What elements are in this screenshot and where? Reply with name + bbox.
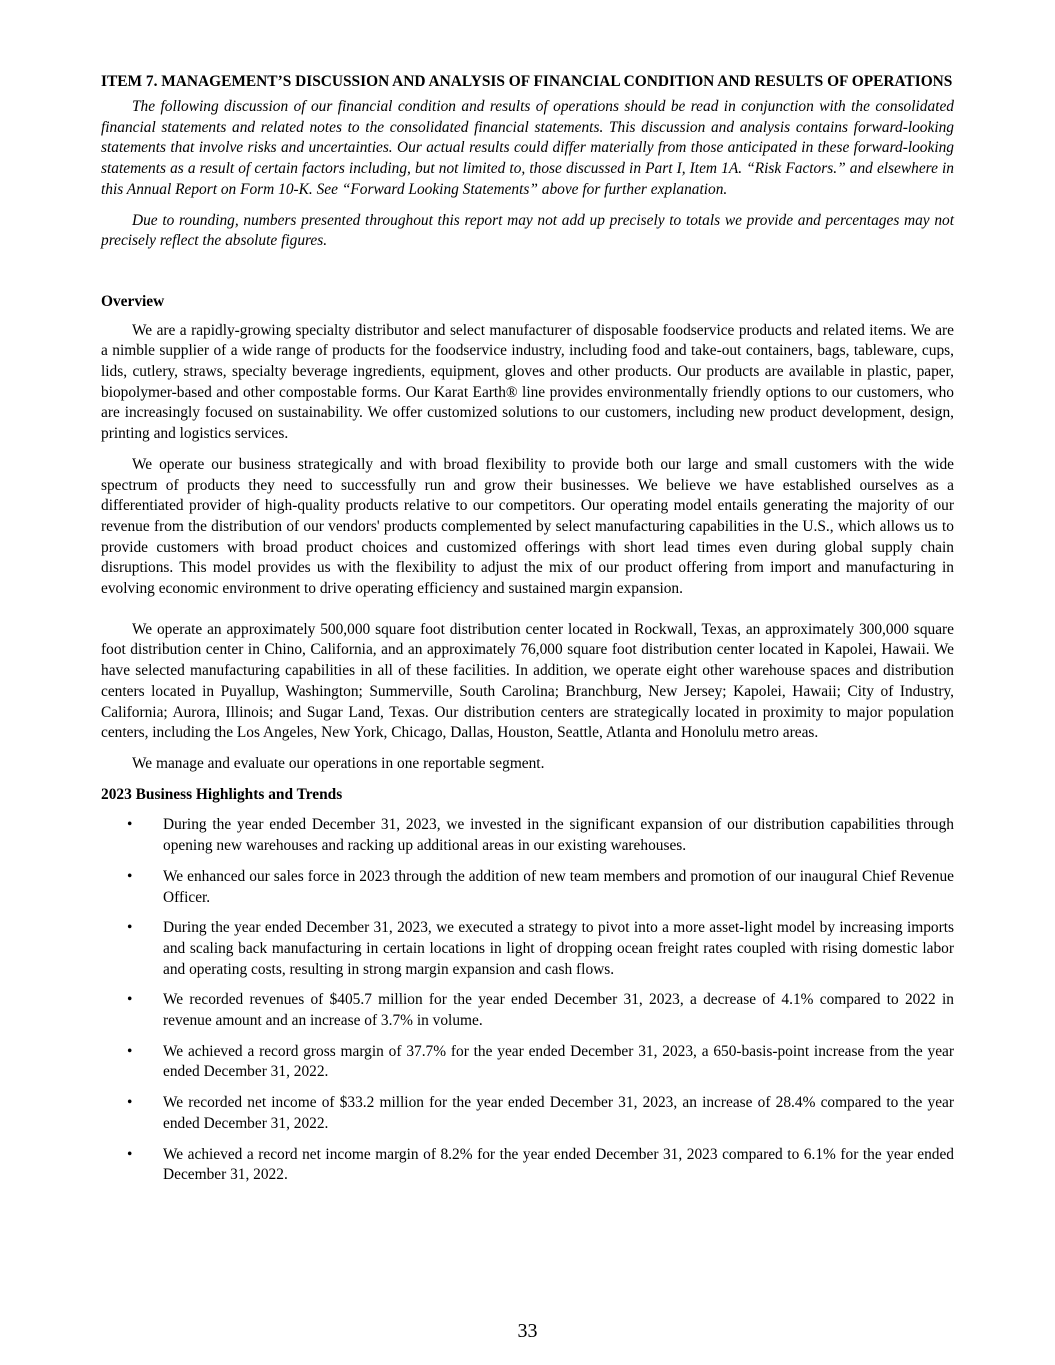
overview-paragraph: We operate our business strategically and with broad flexibility to provide both our large and small customers with the wide spectrum of products they need to successfully run and grow their businesses. We believe we have established ourselves as a differentiated provider of high-quality products relative to our competitors. Our operating model entails generating the majority of our revenue from the distribution of our vendors' products complemented by select manufacturing capabilities in the U.S., which allows us to provide customers with broad product choices and customized offerings with short lead times even during global supply chain disruptions. This model provides us with the flexibility to adjust the mix of our product offering from import and manufacturing in evolving economic environment to drive operating efficiency and sustained margin expansion.: [101, 455, 954, 598]
bullet-icon: •: [127, 867, 133, 885]
bullet-icon: •: [127, 919, 133, 937]
bullet-icon: •: [127, 1094, 133, 1112]
bullet-icon: •: [127, 1042, 133, 1060]
highlight-text: We enhanced our sales force in 2023 through the addition of new team members and promotion of our inaugural Chief Revenue Officer.: [163, 867, 954, 906]
highlight-item: [101, 867, 954, 908]
bullet-icon: •: [127, 1145, 133, 1163]
segment-paragraph: We manage and evaluate our operations in one reportable segment.: [132, 754, 545, 772]
highlight-item: [101, 918, 954, 980]
highlight-item: [101, 1042, 954, 1083]
bullet-icon: •: [127, 991, 133, 1009]
highlight-text: We recorded net income of $33.2 million for the year ended December 31, 2023, an increase of 28.4% compared to the year ended December 31, 2022.: [163, 1094, 954, 1132]
highlight-item: [101, 1093, 954, 1134]
intro-paragraph: The following discussion of our financial condition and results of operations should be read in conjunction with the consolidated financial statements and related notes to the consolidated financial statements. This discussion and analysis contains forward-looking statements that involve risks and uncertainties. Our actual results could differ materially from those anticipated in these forward-looking statements as a result of certain factors including, but not limited to, those discussed in Part I, Item 1A. “Risk Factors.” and elsewhere in this Annual Report on Form 10-K. See “Forward Looking Statements” above for further explanation.: [101, 98, 954, 198]
highlight-item: [101, 990, 954, 1031]
rounding-note: Due to rounding, numbers presented throughout this report may not add up precisely to totals we provide and percentages may not precisely reflect the absolute figures.: [101, 211, 954, 250]
overview-heading: Overview: [101, 292, 165, 310]
highlights-heading: 2023 Business Highlights and Trends: [101, 785, 343, 803]
highlight-item: [101, 1145, 954, 1186]
highlights-list: [101, 815, 954, 1186]
document-page: [101, 72, 954, 1196]
highlight-text: We achieved a record net income margin of 8.2% for the year ended December 31, 2023 compared to 6.1% for the year ended December 31, 2022.: [163, 1145, 954, 1184]
highlight-text: We recorded revenues of $405.7 million for the year ended December 31, 2023, a decrease of 4.1% compared to 2022 in revenue amount and an increase of 3.7% in volume.: [163, 991, 954, 1030]
overview-paragraph: We operate an approximately 500,000 square foot distribution center located in Rockwall, Texas, an approximately 300,000 square foot distribution center in Chino, California, and an approximately 76,000 square foot distribution center located in Kapolei, Hawaii. We have selected manufacturing capabilities in all of these facilities. In addition, we operate eight other warehouse spaces and distribution centers located in Puyallup, Washington; Summerville, South Carolina; Branchburg, New Jersey; Kapolei, Hawaii; City of Industry, California; Aurora, Illinois; and Sugar Land, Texas. Our distribution centers are strategically located in proximity to major population centers, including the Los Angeles, New York, Chicago, Dallas, Houston, Seattle, Atlanta and Honolulu metro areas.: [101, 620, 954, 742]
highlight-text: We achieved a record gross margin of 37.7% for the year ended December 31, 2023, a 650-basis-point increase from the year ended December 31, 2022.: [163, 1042, 954, 1081]
highlight-item: [101, 815, 954, 856]
page-number: 33: [517, 1320, 538, 1342]
highlight-text: During the year ended December 31, 2023, we invested in the significant expansion of our distribution capabilities through opening new warehouses and racking up additional areas in our existing warehouses.: [163, 816, 954, 855]
highlight-text: During the year ended December 31, 2023, we executed a strategy to pivot into a more asset-light model by increasing imports and scaling back manufacturing in certain locations in light of dropping ocean freight rates coupled with rising domestic labor and operating costs, resulting in strong margin expansion and cash flows.: [163, 919, 954, 978]
bullet-icon: •: [127, 816, 133, 834]
item-title: ITEM 7. MANAGEMENT’S DISCUSSION AND ANALYSIS OF FINANCIAL CONDITION AND RESULTS OF OPERATIONS: [101, 73, 953, 90]
overview-paragraph: We are a rapidly-growing specialty distributor and select manufacturer of disposable foodservice products and related items. We are a nimble supplier of a wide range of products for the foodservice industry, including food and take-out containers, bags, tableware, cups, lids, cutlery, straws, specialty beverage ingredients, equipment, gloves and other products. Our products are available in plastic, paper, biopolymer-based and other compostable forms. Our Karat Earth® line provides environmentally friendly options to our customers, who are increasingly focused on sustainability. We offer customized solutions to our customers, including new product development, design, printing and logistics services.: [101, 321, 954, 443]
